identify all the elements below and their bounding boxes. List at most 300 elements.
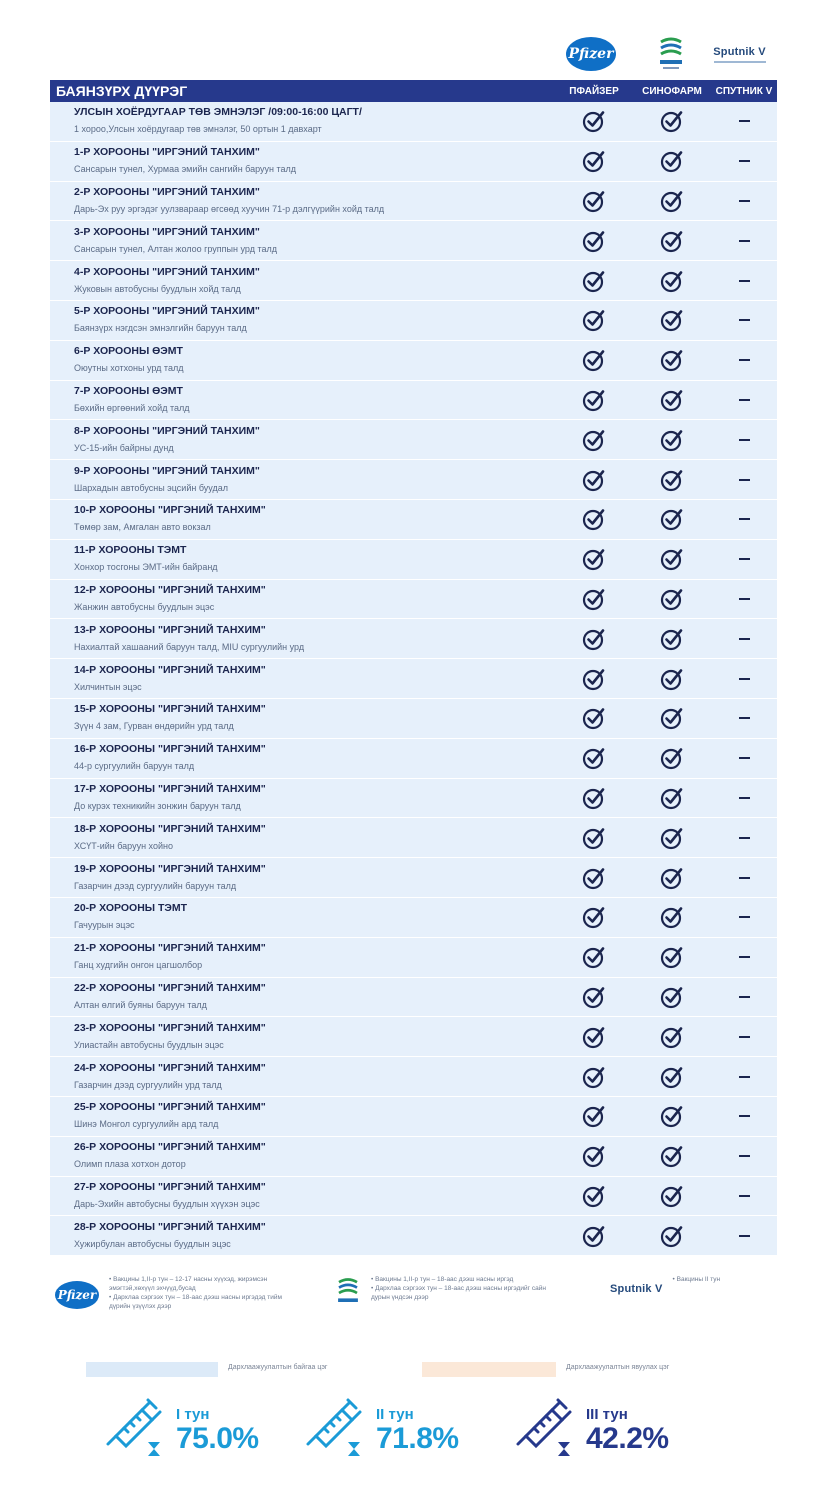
location-address: 1 хороо,Улсын хоёрдугаар төв эмнэлэг, 50 ортын 1 давхарт	[74, 124, 322, 135]
dash-icon	[739, 877, 750, 879]
column-header-pfizer: ПФАЙЗЕР	[569, 85, 619, 97]
availability-sputnik	[711, 1076, 777, 1078]
availability-pfizer	[555, 507, 633, 531]
availability-sputnik	[711, 240, 777, 242]
check-circle-icon	[582, 229, 606, 253]
check-circle-icon	[582, 189, 606, 213]
location-cell	[50, 503, 555, 535]
location-title: 13-Р ХОРООНЫ "ИРГЭНИЙ ТАНХИМ"	[74, 623, 266, 636]
dash-icon	[739, 200, 750, 202]
table-row	[50, 818, 777, 858]
location-cell	[50, 742, 555, 774]
location-cell	[50, 623, 555, 655]
availability-sinopharm	[633, 905, 711, 929]
availability-pfizer	[555, 706, 633, 730]
availability-sinopharm	[633, 706, 711, 730]
key-label-blue: Дархлаажуулалтын байгаа цэг	[228, 1364, 328, 1371]
location-title: 11-Р ХОРООНЫ ТЭМТ	[74, 544, 187, 557]
availability-pfizer	[555, 627, 633, 651]
table-row	[50, 381, 777, 421]
location-cell	[50, 344, 555, 376]
availability-sputnik	[711, 518, 777, 520]
check-circle-icon	[660, 547, 684, 571]
availability-pfizer	[555, 189, 633, 213]
table-row	[50, 142, 777, 182]
availability-pfizer	[555, 587, 633, 611]
table-row	[50, 301, 777, 341]
check-circle-icon	[582, 428, 606, 452]
check-circle-icon	[660, 826, 684, 850]
location-cell	[50, 105, 555, 137]
table-row	[50, 938, 777, 978]
location-title: 9-Р ХОРООНЫ "ИРГЭНИЙ ТАНХИМ"	[74, 464, 260, 477]
location-cell	[50, 265, 555, 297]
availability-sinopharm	[633, 109, 711, 133]
availability-sinopharm	[633, 866, 711, 890]
availability-sputnik	[711, 319, 777, 321]
availability-pfizer	[555, 348, 633, 372]
location-title: 10-Р ХОРООНЫ "ИРГЭНИЙ ТАНХИМ"	[74, 504, 266, 517]
legend-note: • Вакцины 1,II-р тун – 18-аас дээш насны иргэд	[371, 1275, 551, 1284]
check-circle-icon	[582, 826, 606, 850]
location-address: УС-15-ийн байрны дунд	[74, 442, 174, 453]
dash-icon	[739, 160, 750, 162]
availability-sinopharm	[633, 746, 711, 770]
location-address: Төмөр зам, Амгалан авто вокзал	[74, 522, 211, 533]
location-title: 25-Р ХОРООНЫ "ИРГЭНИЙ ТАНХИМ"	[74, 1101, 266, 1114]
location-title: 23-Р ХОРООНЫ "ИРГЭНИЙ ТАНХИМ"	[74, 1021, 266, 1034]
check-circle-icon	[660, 468, 684, 492]
location-address: Дарь-Эхийн автобусны буудлын хүүхэн эцэс	[74, 1198, 260, 1209]
location-address: Зүүн 4 зам, Гурван өндөрийн урд талд	[74, 721, 234, 732]
check-circle-icon	[660, 1144, 684, 1168]
pfizer-logo	[555, 30, 627, 78]
location-cell	[50, 822, 555, 854]
location-address: Алтан өлгий буяны баруун талд	[74, 999, 207, 1010]
availability-sinopharm	[633, 945, 711, 969]
availability-sputnik	[711, 1195, 777, 1197]
sputnik-logo-text: Sputnik V	[713, 45, 766, 58]
location-cell	[50, 1180, 555, 1212]
location-address: Нахиалтай хашааний баруун талд, MIU сургуулийн урд	[74, 641, 305, 652]
legend-sinopharm-notes	[371, 1275, 551, 1302]
stat-percent: 71.8%	[376, 1422, 459, 1455]
stat-dose-label: II тун	[376, 1406, 414, 1423]
availability-pfizer	[555, 388, 633, 412]
check-circle-icon	[582, 388, 606, 412]
availability-sputnik	[711, 439, 777, 441]
location-address: Улиастайн автобусны буудлын эцэс	[74, 1039, 224, 1050]
availability-sputnik	[711, 1155, 777, 1157]
legend-sinopharm	[335, 1275, 551, 1311]
dash-icon	[739, 956, 750, 958]
location-title: 28-Р ХОРООНЫ "ИРГЭНИЙ ТАНХИМ"	[74, 1220, 266, 1233]
availability-sinopharm	[633, 985, 711, 1009]
check-circle-icon	[582, 269, 606, 293]
location-cell	[50, 424, 555, 456]
check-circle-icon	[660, 109, 684, 133]
dash-icon	[739, 797, 750, 799]
availability-pfizer	[555, 945, 633, 969]
availability-sinopharm	[633, 826, 711, 850]
check-circle-icon	[660, 189, 684, 213]
availability-pfizer	[555, 826, 633, 850]
check-circle-icon	[660, 269, 684, 293]
table-row	[50, 619, 777, 659]
dash-icon	[739, 240, 750, 242]
legend-note: • Вакцины 1,II-р тун – 12-17 насны хүүхэд, жирэмсэн эмэгтэй,хөхүүл эхчүүд,бусад	[109, 1275, 289, 1293]
location-address: 44-р сургуулийн баруун талд	[74, 761, 195, 772]
check-circle-icon	[582, 905, 606, 929]
check-circle-icon	[660, 587, 684, 611]
location-cell	[50, 663, 555, 695]
vaccination-stats	[0, 1390, 825, 1470]
location-cell	[50, 1100, 555, 1132]
location-address: Хонхор тосгоны ЭМТ-ийн байранд	[74, 562, 218, 573]
location-cell	[50, 862, 555, 894]
table-row	[50, 102, 777, 142]
location-address: Олимп плаза хотхон дотор	[74, 1159, 186, 1170]
dash-icon	[739, 916, 750, 918]
availability-pfizer	[555, 1104, 633, 1128]
sputnik-logo	[702, 30, 777, 78]
color-key	[0, 1362, 825, 1382]
availability-pfizer	[555, 109, 633, 133]
dash-icon	[739, 280, 750, 282]
stat-percent: 42.2%	[586, 1422, 669, 1455]
dash-icon	[739, 598, 750, 600]
location-title: 22-Р ХОРООНЫ "ИРГЭНИЙ ТАНХИМ"	[74, 981, 266, 994]
check-circle-icon	[582, 547, 606, 571]
location-title: 6-Р ХОРООНЫ ӨЭМТ	[74, 345, 183, 358]
check-circle-icon	[660, 627, 684, 651]
check-circle-icon	[582, 945, 606, 969]
key-label-peach: Дархлаажуулалтын явуулах цэг	[566, 1364, 670, 1371]
check-circle-icon	[582, 109, 606, 133]
table-row	[50, 580, 777, 620]
table-body	[50, 102, 777, 1256]
table-row	[50, 699, 777, 739]
table-row	[50, 182, 777, 222]
location-cell	[50, 225, 555, 257]
location-address: Шархадын автобусны эцсийн буудал	[74, 482, 229, 493]
table-row	[50, 1097, 777, 1137]
dash-icon	[739, 399, 750, 401]
availability-sinopharm	[633, 627, 711, 651]
stat-percent: 75.0%	[176, 1422, 259, 1455]
location-title: 5-Р ХОРООНЫ "ИРГЭНИЙ ТАНХИМ"	[74, 305, 260, 318]
availability-sinopharm	[633, 428, 711, 452]
table-row	[50, 978, 777, 1018]
check-circle-icon	[582, 667, 606, 691]
availability-sinopharm	[633, 388, 711, 412]
availability-pfizer	[555, 1065, 633, 1089]
location-cell	[50, 464, 555, 496]
check-circle-icon	[660, 149, 684, 173]
check-circle-icon	[660, 428, 684, 452]
check-circle-icon	[660, 348, 684, 372]
availability-sinopharm	[633, 1025, 711, 1049]
dash-icon	[739, 1155, 750, 1157]
table-row	[50, 500, 777, 540]
legend-sputnik	[610, 1275, 720, 1295]
availability-sinopharm	[633, 308, 711, 332]
availability-sputnik	[711, 1115, 777, 1117]
availability-sputnik	[711, 479, 777, 481]
availability-sinopharm	[633, 348, 711, 372]
check-circle-icon	[660, 1065, 684, 1089]
location-title: 17-Р ХОРООНЫ "ИРГЭНИЙ ТАНХИМ"	[74, 782, 266, 795]
check-circle-icon	[582, 507, 606, 531]
check-circle-icon	[582, 866, 606, 890]
availability-sputnik	[711, 120, 777, 122]
location-address: Газарчин дээд сургуулийн баруун талд	[74, 880, 237, 891]
dash-icon	[739, 359, 750, 361]
availability-sinopharm	[633, 1224, 711, 1248]
availability-sputnik	[711, 558, 777, 560]
dash-icon	[739, 678, 750, 680]
check-circle-icon	[582, 587, 606, 611]
location-cell	[50, 1220, 555, 1252]
dash-icon	[739, 638, 750, 640]
dash-icon	[739, 717, 750, 719]
vaccine-logos	[50, 30, 777, 78]
location-title: УЛСЫН ХОЁРДУГААР ТӨВ ЭМНЭЛЭГ /09:00-16:00 ЦАГТ/	[74, 106, 362, 119]
legend-sputnik-logo: Sputnik V	[610, 1283, 663, 1295]
availability-pfizer	[555, 308, 633, 332]
stat-dose-label: III тун	[586, 1406, 628, 1423]
location-address: Сансарын тунел, Алтан жолоо группын урд талд	[74, 243, 277, 254]
location-title: 26-Р ХОРООНЫ "ИРГЭНИЙ ТАНХИМ"	[74, 1141, 266, 1154]
check-circle-icon	[660, 308, 684, 332]
table-row	[50, 221, 777, 261]
location-title: 21-Р ХОРООНЫ "ИРГЭНИЙ ТАНХИМ"	[74, 942, 266, 955]
availability-sputnik	[711, 717, 777, 719]
location-cell	[50, 185, 555, 217]
location-address: Сансарын тунел, Хурмаа эмийн сангийн баруун талд	[74, 164, 297, 175]
availability-sputnik	[711, 1036, 777, 1038]
location-title: 19-Р ХОРООНЫ "ИРГЭНИЙ ТАНХИМ"	[74, 862, 266, 875]
column-header-sinopharm: СИНОФАРМ	[642, 85, 702, 97]
availability-pfizer	[555, 746, 633, 770]
availability-sinopharm	[633, 269, 711, 293]
legend-pfizer	[55, 1275, 289, 1311]
key-swatch-peach	[422, 1362, 556, 1377]
pfizer-logo-badge: Pfizer	[566, 37, 616, 71]
legend-note: • Вакцины II тун	[673, 1275, 721, 1284]
location-title: 2-Р ХОРООНЫ "ИРГЭНИЙ ТАНХИМ"	[74, 185, 260, 198]
availability-pfizer	[555, 667, 633, 691]
table-header	[50, 80, 777, 102]
availability-sputnik	[711, 399, 777, 401]
check-circle-icon	[660, 706, 684, 730]
availability-sputnik	[711, 1235, 777, 1237]
legend-sinopharm-icon	[335, 1275, 361, 1311]
availability-pfizer	[555, 468, 633, 492]
vaccine-legend	[50, 1275, 777, 1335]
check-circle-icon	[660, 507, 684, 531]
availability-sputnik	[711, 678, 777, 680]
syringe-icon	[304, 1396, 366, 1458]
location-title: 14-Р ХОРООНЫ "ИРГЭНИЙ ТАНХИМ"	[74, 663, 266, 676]
table-row	[50, 1017, 777, 1057]
table-row	[50, 341, 777, 381]
location-address: Оюутны хотхоны урд талд	[74, 363, 184, 374]
availability-sputnik	[711, 877, 777, 879]
location-cell	[50, 1061, 555, 1093]
availability-sinopharm	[633, 1144, 711, 1168]
availability-sputnik	[711, 160, 777, 162]
location-cell	[50, 702, 555, 734]
location-title: 18-Р ХОРООНЫ "ИРГЭНИЙ ТАНХИМ"	[74, 822, 266, 835]
location-title: 8-Р ХОРООНЫ "ИРГЭНИЙ ТАНХИМ"	[74, 424, 260, 437]
location-cell	[50, 941, 555, 973]
sinopharm-icon	[657, 34, 685, 74]
check-circle-icon	[660, 866, 684, 890]
check-circle-icon	[582, 746, 606, 770]
location-address: Дарь-Эх руу эргэдэг уулзвараар өгсөөд хуучин 71-р дэлгүүрийн хойд талд	[74, 203, 385, 214]
dash-icon	[739, 319, 750, 321]
check-circle-icon	[660, 388, 684, 412]
availability-pfizer	[555, 905, 633, 929]
location-cell	[50, 981, 555, 1013]
column-header-sputnik: СПУТНИК V	[715, 85, 773, 97]
availability-sinopharm	[633, 189, 711, 213]
dash-icon	[739, 757, 750, 759]
vaccination-points-table	[50, 80, 777, 1256]
check-circle-icon	[582, 348, 606, 372]
availability-sputnik	[711, 956, 777, 958]
location-address: Жуковын автобусны буудлын хойд талд	[74, 283, 241, 294]
table-row	[50, 858, 777, 898]
check-circle-icon	[582, 1224, 606, 1248]
table-row	[50, 779, 777, 819]
availability-sputnik	[711, 757, 777, 759]
check-circle-icon	[660, 945, 684, 969]
availability-sinopharm	[633, 468, 711, 492]
sinopharm-logo	[635, 30, 707, 78]
availability-sputnik	[711, 598, 777, 600]
dash-icon	[739, 1036, 750, 1038]
location-address: Газарчин дээд сургуулийн урд талд	[74, 1079, 222, 1090]
check-circle-icon	[582, 1065, 606, 1089]
location-cell	[50, 782, 555, 814]
location-cell	[50, 145, 555, 177]
table-row	[50, 1216, 777, 1256]
location-address: Жанжин автобусны буудлын эцэс	[74, 601, 215, 612]
availability-sinopharm	[633, 229, 711, 253]
district-title: БАЯНЗҮРХ ДҮҮРЭГ	[56, 83, 188, 99]
dash-icon	[739, 1235, 750, 1237]
availability-sinopharm	[633, 507, 711, 531]
check-circle-icon	[660, 1224, 684, 1248]
location-title: 20-Р ХОРООНЫ ТЭМТ	[74, 902, 188, 915]
table-row	[50, 540, 777, 580]
legend-sputnik-notes	[673, 1275, 721, 1284]
table-row	[50, 1057, 777, 1097]
location-title: 4-Р ХОРООНЫ "ИРГЭНИЙ ТАНХИМ"	[74, 265, 260, 278]
availability-pfizer	[555, 149, 633, 173]
location-address: Ганц худгийн онгон цагшолбор	[74, 960, 203, 971]
dash-icon	[739, 996, 750, 998]
availability-sinopharm	[633, 1065, 711, 1089]
check-circle-icon	[582, 308, 606, 332]
location-title: 7-Р ХОРООНЫ ӨЭМТ	[74, 384, 183, 397]
availability-sinopharm	[633, 1184, 711, 1208]
check-circle-icon	[582, 1025, 606, 1049]
availability-sputnik	[711, 797, 777, 799]
stat-dose-label: I тун	[176, 1406, 210, 1423]
check-circle-icon	[582, 1184, 606, 1208]
location-address: Баянзүрх нэгдсэн эмнэлгийн баруун талд	[74, 323, 247, 334]
check-circle-icon	[582, 468, 606, 492]
location-address: Гачуурын эцэс	[74, 920, 135, 931]
check-circle-icon	[660, 1184, 684, 1208]
check-circle-icon	[660, 786, 684, 810]
availability-sputnik	[711, 916, 777, 918]
syringe-icon	[514, 1396, 576, 1458]
check-circle-icon	[660, 905, 684, 929]
dash-icon	[739, 120, 750, 122]
syringe-icon	[104, 1396, 166, 1458]
location-cell	[50, 304, 555, 336]
availability-pfizer	[555, 428, 633, 452]
location-address: Шинэ Монгол сургуулийн ард талд	[74, 1119, 219, 1130]
check-circle-icon	[582, 627, 606, 651]
check-circle-icon	[582, 149, 606, 173]
availability-pfizer	[555, 547, 633, 571]
availability-sinopharm	[633, 786, 711, 810]
dash-icon	[739, 439, 750, 441]
sputnik-logo-underline	[714, 61, 766, 63]
check-circle-icon	[660, 229, 684, 253]
legend-pfizer-notes	[109, 1275, 289, 1311]
dash-icon	[739, 518, 750, 520]
availability-sinopharm	[633, 149, 711, 173]
table-row	[50, 1137, 777, 1177]
location-cell	[50, 543, 555, 575]
location-address: Хужирбулан автобусны буудлын эцэс	[74, 1238, 231, 1249]
check-circle-icon	[660, 667, 684, 691]
check-circle-icon	[582, 1104, 606, 1128]
location-title: 24-Р ХОРООНЫ "ИРГЭНИЙ ТАНХИМ"	[74, 1061, 266, 1074]
availability-pfizer	[555, 786, 633, 810]
table-row	[50, 261, 777, 301]
location-title: 27-Р ХОРООНЫ "ИРГЭНИЙ ТАНХИМ"	[74, 1180, 266, 1193]
table-row	[50, 659, 777, 699]
location-title: 1-Р ХОРООНЫ "ИРГЭНИЙ ТАНХИМ"	[74, 146, 260, 159]
availability-pfizer	[555, 229, 633, 253]
table-row	[50, 420, 777, 460]
dash-icon	[739, 837, 750, 839]
table-row	[50, 1177, 777, 1217]
availability-pfizer	[555, 866, 633, 890]
dash-icon	[739, 558, 750, 560]
availability-pfizer	[555, 985, 633, 1009]
availability-sputnik	[711, 638, 777, 640]
location-address: До курэх техникийн зонжин баруун талд	[74, 800, 241, 811]
location-cell	[50, 384, 555, 416]
availability-sputnik	[711, 996, 777, 998]
location-title: 16-Р ХОРООНЫ "ИРГЭНИЙ ТАНХИМ"	[74, 743, 266, 756]
location-title: 3-Р ХОРООНЫ "ИРГЭНИЙ ТАНХИМ"	[74, 225, 260, 238]
availability-sinopharm	[633, 547, 711, 571]
table-row	[50, 739, 777, 779]
dash-icon	[739, 1195, 750, 1197]
availability-pfizer	[555, 269, 633, 293]
check-circle-icon	[582, 706, 606, 730]
dash-icon	[739, 1115, 750, 1117]
